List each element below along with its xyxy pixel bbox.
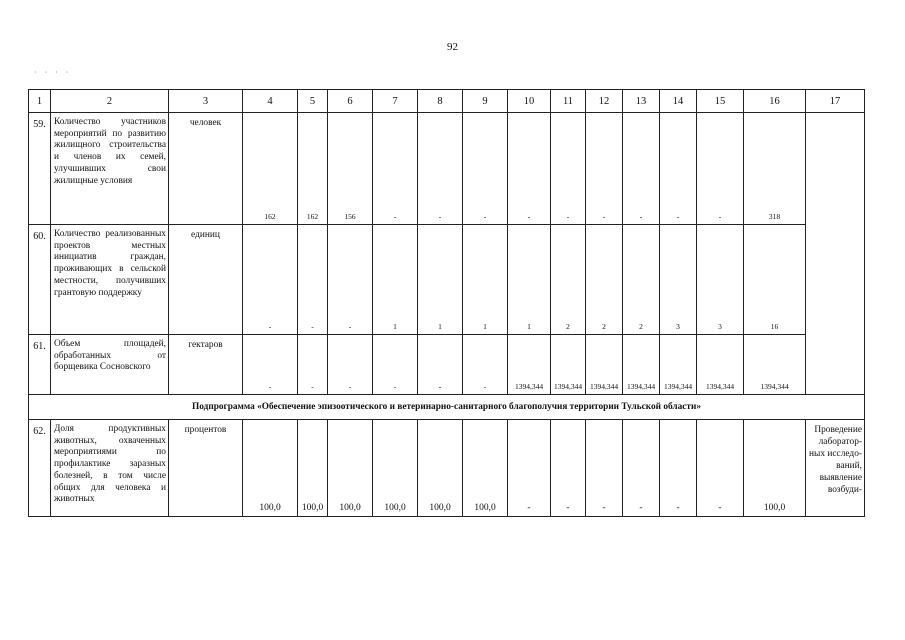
header-cell: 8: [418, 90, 463, 113]
value-cell: 1394,344: [586, 335, 623, 395]
page-number: 92: [447, 41, 458, 53]
value-cell: -: [660, 113, 697, 225]
value-cell: -: [463, 335, 508, 395]
value-cell: -: [418, 335, 463, 395]
header-cell: 9: [463, 90, 508, 113]
value-cell: -: [623, 113, 660, 225]
value-cell: 3: [697, 225, 744, 335]
value-cell: 2: [586, 225, 623, 335]
value-cell: -: [298, 335, 328, 395]
value-cell: -: [373, 335, 418, 395]
header-cell: 6: [328, 90, 373, 113]
row-number: 62.: [29, 420, 51, 517]
scan-specks: · ‧ · ‧: [34, 68, 72, 77]
unit-cell: процентов: [169, 420, 243, 517]
value-cell: 1394,344: [697, 335, 744, 395]
value-cell: 1: [508, 225, 551, 335]
value-cell: 100,0: [418, 420, 463, 517]
value-cell: 1394,344: [551, 335, 586, 395]
header-cell: 4: [243, 90, 298, 113]
value-cell: 1394,344: [660, 335, 697, 395]
header-cell: 14: [660, 90, 697, 113]
unit-cell: гектаров: [169, 335, 243, 395]
value-cell: -: [243, 335, 298, 395]
header-cell: 16: [744, 90, 806, 113]
header-cell: 15: [697, 90, 744, 113]
value-cell: 100,0: [744, 420, 806, 517]
value-cell: 1394,344: [623, 335, 660, 395]
value-cell: -: [508, 420, 551, 517]
value-cell: 162: [298, 113, 328, 225]
value-cell: 100,0: [463, 420, 508, 517]
indicator-description: Количество участников мероприятий по развитию жилищного строительства и членов их семей, улучшивших свои жилищные условия: [51, 113, 169, 225]
value-cell: -: [623, 420, 660, 517]
value-cell: 100,0: [298, 420, 328, 517]
row-number: 60.: [29, 225, 51, 335]
table-row: [29, 420, 865, 517]
value-cell: 1394,344: [508, 335, 551, 395]
header-cell: 12: [586, 90, 623, 113]
value-cell: 2: [551, 225, 586, 335]
value-cell: 162: [243, 113, 298, 225]
header-cell: 17: [806, 90, 865, 113]
header-row: [29, 90, 865, 113]
table-row: [29, 113, 865, 225]
value-cell: -: [586, 113, 623, 225]
value-cell: -: [660, 420, 697, 517]
header-cell: 10: [508, 90, 551, 113]
notes-cell: Проведение лаборатор-ных исследо-ваний, выявление возбуди-: [806, 420, 865, 517]
value-cell: 318: [744, 113, 806, 225]
indicator-description: Доля продуктивных животных, охваченных мероприятиями по профилактике заразных болезней, в том числе общих для человека и животных: [51, 420, 169, 517]
value-cell: -: [298, 225, 328, 335]
indicators-table: [28, 89, 865, 517]
header-cell: 13: [623, 90, 660, 113]
value-cell: -: [586, 420, 623, 517]
value-cell: 1: [418, 225, 463, 335]
value-cell: 2: [623, 225, 660, 335]
value-cell: -: [328, 225, 373, 335]
subprogram-row: [29, 395, 865, 420]
header-cell: 5: [298, 90, 328, 113]
value-cell: 1: [463, 225, 508, 335]
table-row: [29, 225, 865, 335]
value-cell: 100,0: [328, 420, 373, 517]
notes-cell-empty: [806, 113, 865, 395]
indicator-description: Объем площадей, обработанных от борщевика Сосновского: [51, 335, 169, 395]
value-cell: -: [508, 113, 551, 225]
value-cell: 1: [373, 225, 418, 335]
value-cell: -: [697, 420, 744, 517]
table-row: [29, 335, 865, 395]
header-cell: 1: [29, 90, 51, 113]
value-cell: -: [697, 113, 744, 225]
value-cell: -: [551, 113, 586, 225]
subprogram-title: Подпрограмма «Обеспечение эпизоотического и ветеринарно-санитарного благополучия территории Тульской области»: [29, 395, 865, 420]
unit-cell: человек: [169, 113, 243, 225]
row-number: 59.: [29, 113, 51, 225]
value-cell: -: [418, 113, 463, 225]
row-number: 61.: [29, 335, 51, 395]
header-cell: 2: [51, 90, 169, 113]
value-cell: -: [373, 113, 418, 225]
value-cell: 3: [660, 225, 697, 335]
value-cell: 100,0: [373, 420, 418, 517]
value-cell: -: [328, 335, 373, 395]
value-cell: -: [243, 225, 298, 335]
value-cell: 156: [328, 113, 373, 225]
value-cell: 100,0: [243, 420, 298, 517]
value-cell: 16: [744, 225, 806, 335]
value-cell: -: [463, 113, 508, 225]
header-cell: 7: [373, 90, 418, 113]
value-cell: 1394,344: [744, 335, 806, 395]
indicator-description: Количество реализованных проектов местных инициатив граждан, проживающих в сельской местности, получивших грантовую поддержку: [51, 225, 169, 335]
header-cell: 11: [551, 90, 586, 113]
header-cell: 3: [169, 90, 243, 113]
unit-cell: единиц: [169, 225, 243, 335]
value-cell: -: [551, 420, 586, 517]
